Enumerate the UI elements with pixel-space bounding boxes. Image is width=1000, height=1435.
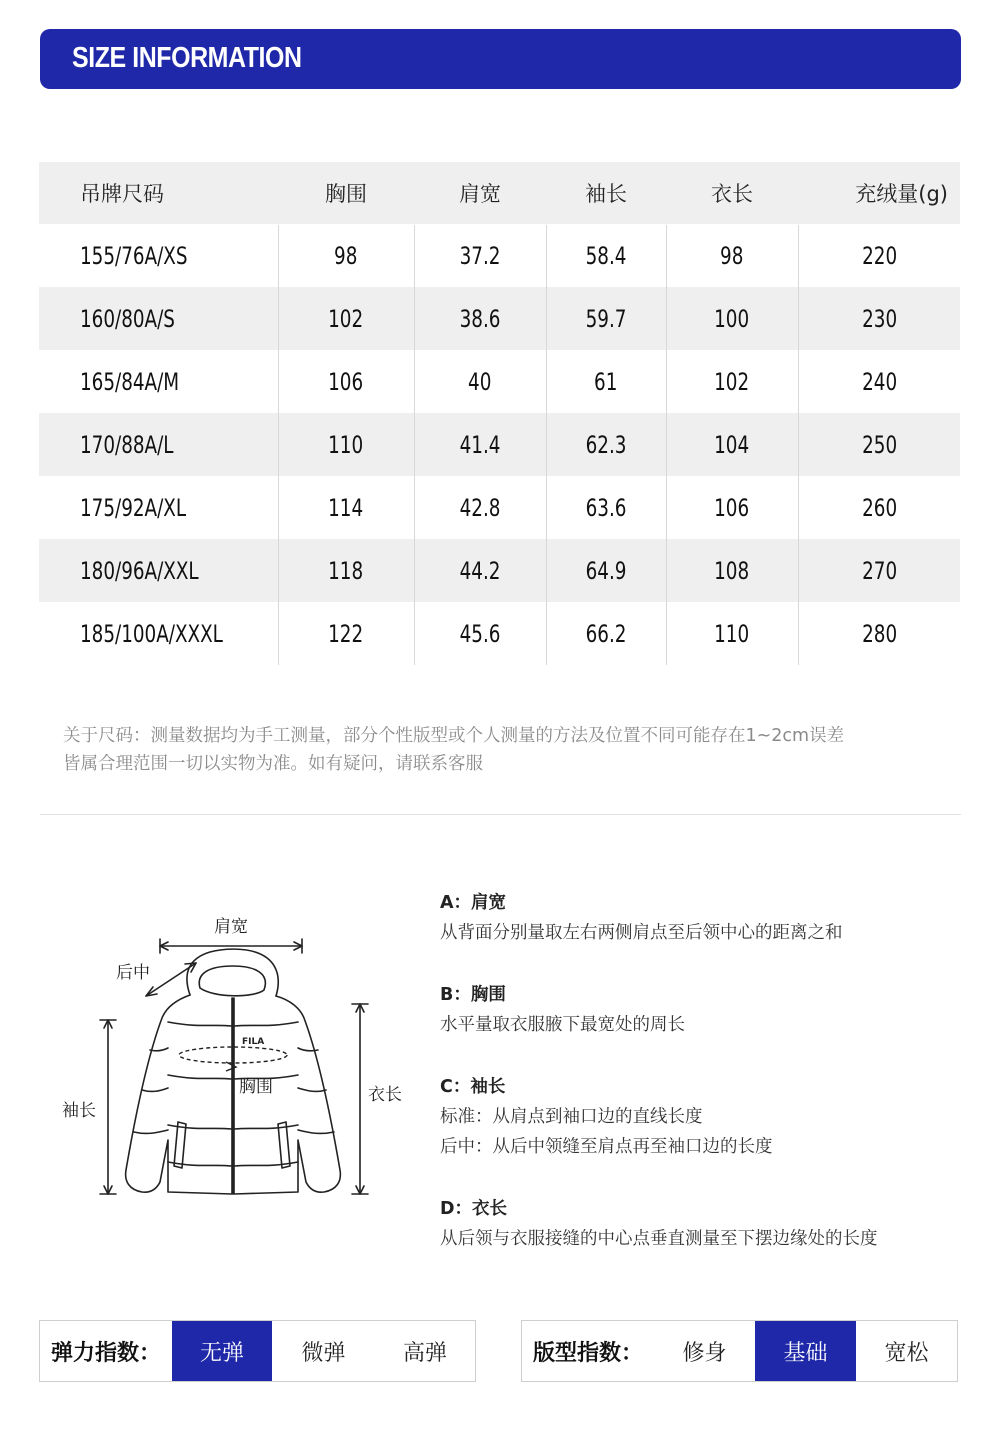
length-cell: 108	[666, 539, 798, 602]
down-fill-cell: 240	[798, 350, 960, 413]
size-cell: 160/80A/S	[39, 287, 278, 350]
table-row	[39, 602, 960, 665]
shoulder-label: 肩宽	[214, 917, 248, 937]
length-cell: 110	[666, 602, 798, 665]
size-cell: 165/84A/M	[80, 367, 180, 396]
measurement-definitions	[440, 888, 980, 1286]
jacket-outline-icon	[50, 900, 430, 1210]
length-cell: 100	[666, 287, 798, 350]
chest-cell: 110	[278, 413, 414, 476]
table-row	[39, 224, 960, 287]
shoulder-cell: 41.4	[414, 413, 546, 476]
down-fill-cell: 220	[798, 224, 960, 287]
sleeve-cell: 64.9	[546, 539, 666, 602]
size-cell: 155/76A/XS	[39, 224, 278, 287]
fit-label: 版型指数：	[532, 1340, 643, 1366]
shoulder-cell: 37.2	[414, 224, 546, 287]
sleeve-cell: 58.4	[546, 224, 666, 287]
fit-option-slim: 修身	[682, 1340, 727, 1366]
back-center-label: 后中	[116, 963, 150, 983]
size-cell: 180/96A/XXL	[39, 539, 278, 602]
divider	[40, 814, 961, 815]
shoulder-cell: 44.2	[414, 539, 546, 602]
size-cell: 170/88A/L	[39, 413, 278, 476]
table-row	[39, 413, 960, 476]
length-label: 衣长	[368, 1085, 402, 1105]
size-table	[39, 162, 960, 665]
down-fill-cell: 270	[798, 539, 960, 602]
sleeve-label: 袖长	[62, 1101, 96, 1121]
fit-option-regular: 基础	[755, 1321, 856, 1381]
chest-cell: 122	[278, 602, 414, 665]
fila-logo: FILA	[242, 1037, 265, 1047]
chest-cell: 102	[278, 287, 414, 350]
fit-index	[521, 1320, 958, 1382]
elasticity-index	[39, 1320, 476, 1382]
elasticity-option-none: 无弹	[172, 1321, 272, 1381]
size-cell: 175/92A/XL	[80, 493, 187, 522]
table-row	[39, 539, 960, 602]
shoulder-cell: 42.8	[414, 476, 546, 539]
elasticity-label: 弹力指数：	[50, 1340, 161, 1366]
sleeve-cell: 61	[546, 350, 666, 413]
definition-chest: B：胸围 水平量取衣服腋下最宽处的周长	[440, 985, 685, 1035]
length-cell: 102	[666, 350, 798, 413]
down-fill-cell: 230	[798, 287, 960, 350]
header-chest: 胸围	[278, 162, 414, 224]
header-shoulder: 肩宽	[414, 162, 546, 224]
chest-label: 胸围	[239, 1077, 273, 1097]
chest-cell: 118	[278, 539, 414, 602]
header-sleeve: 袖长	[546, 162, 666, 224]
jacket-diagram	[50, 900, 430, 1210]
down-fill-cell: 280	[798, 602, 960, 665]
sleeve-cell: 62.3	[546, 413, 666, 476]
table-row	[39, 350, 960, 413]
size-cell: 185/100A/XXXL	[80, 619, 223, 648]
chest-cell: 106	[278, 350, 414, 413]
sleeve-cell: 59.7	[546, 287, 666, 350]
definition-shoulder: A：肩宽 从背面分别量取左右两侧肩点至后领中心的距离之和	[440, 893, 843, 943]
banner-title: SIZE INFORMATION	[72, 42, 302, 74]
down-fill-cell: 260	[798, 476, 960, 539]
down-fill-cell: 250	[798, 413, 960, 476]
header-size: 吊牌尺码	[39, 162, 278, 224]
table-row	[39, 476, 960, 539]
definition-length: D：衣长 从后领与衣服接缝的中心点垂直测量至下摆边缘处的长度	[440, 1199, 878, 1249]
header-length: 衣长	[666, 162, 798, 224]
elasticity-option-high: 高弹	[402, 1340, 447, 1366]
shoulder-cell: 40	[414, 350, 546, 413]
sleeve-cell: 66.2	[546, 602, 666, 665]
note-line-2: 皆属合理范围一切以实物为准。如有疑问，请联系客服	[63, 754, 483, 774]
sleeve-cell: 63.6	[546, 476, 666, 539]
chest-cell: 114	[278, 476, 414, 539]
length-cell: 106	[666, 476, 798, 539]
shoulder-cell: 38.6	[414, 287, 546, 350]
elasticity-option-slight: 微弹	[301, 1340, 346, 1366]
length-cell: 98	[666, 224, 798, 287]
header-down-fill: 充绒量(g)	[798, 162, 960, 224]
definition-sleeve: C：袖长 标准：从肩点到袖口边的直线长度 后中：从后中领缝至肩点再至袖口边的长度	[440, 1077, 773, 1157]
fit-option-loose: 宽松	[884, 1340, 929, 1366]
table-row	[39, 287, 960, 350]
size-note	[63, 722, 963, 778]
note-line-1: 关于尺码：测量数据均为手工测量，部分个性版型或个人测量的方法及位置不同可能存在1~2cm误差	[63, 726, 845, 746]
table-header-row	[39, 162, 960, 224]
size-info-banner	[40, 29, 961, 89]
chest-cell: 98	[278, 224, 414, 287]
length-cell: 104	[666, 413, 798, 476]
shoulder-cell: 45.6	[414, 602, 546, 665]
